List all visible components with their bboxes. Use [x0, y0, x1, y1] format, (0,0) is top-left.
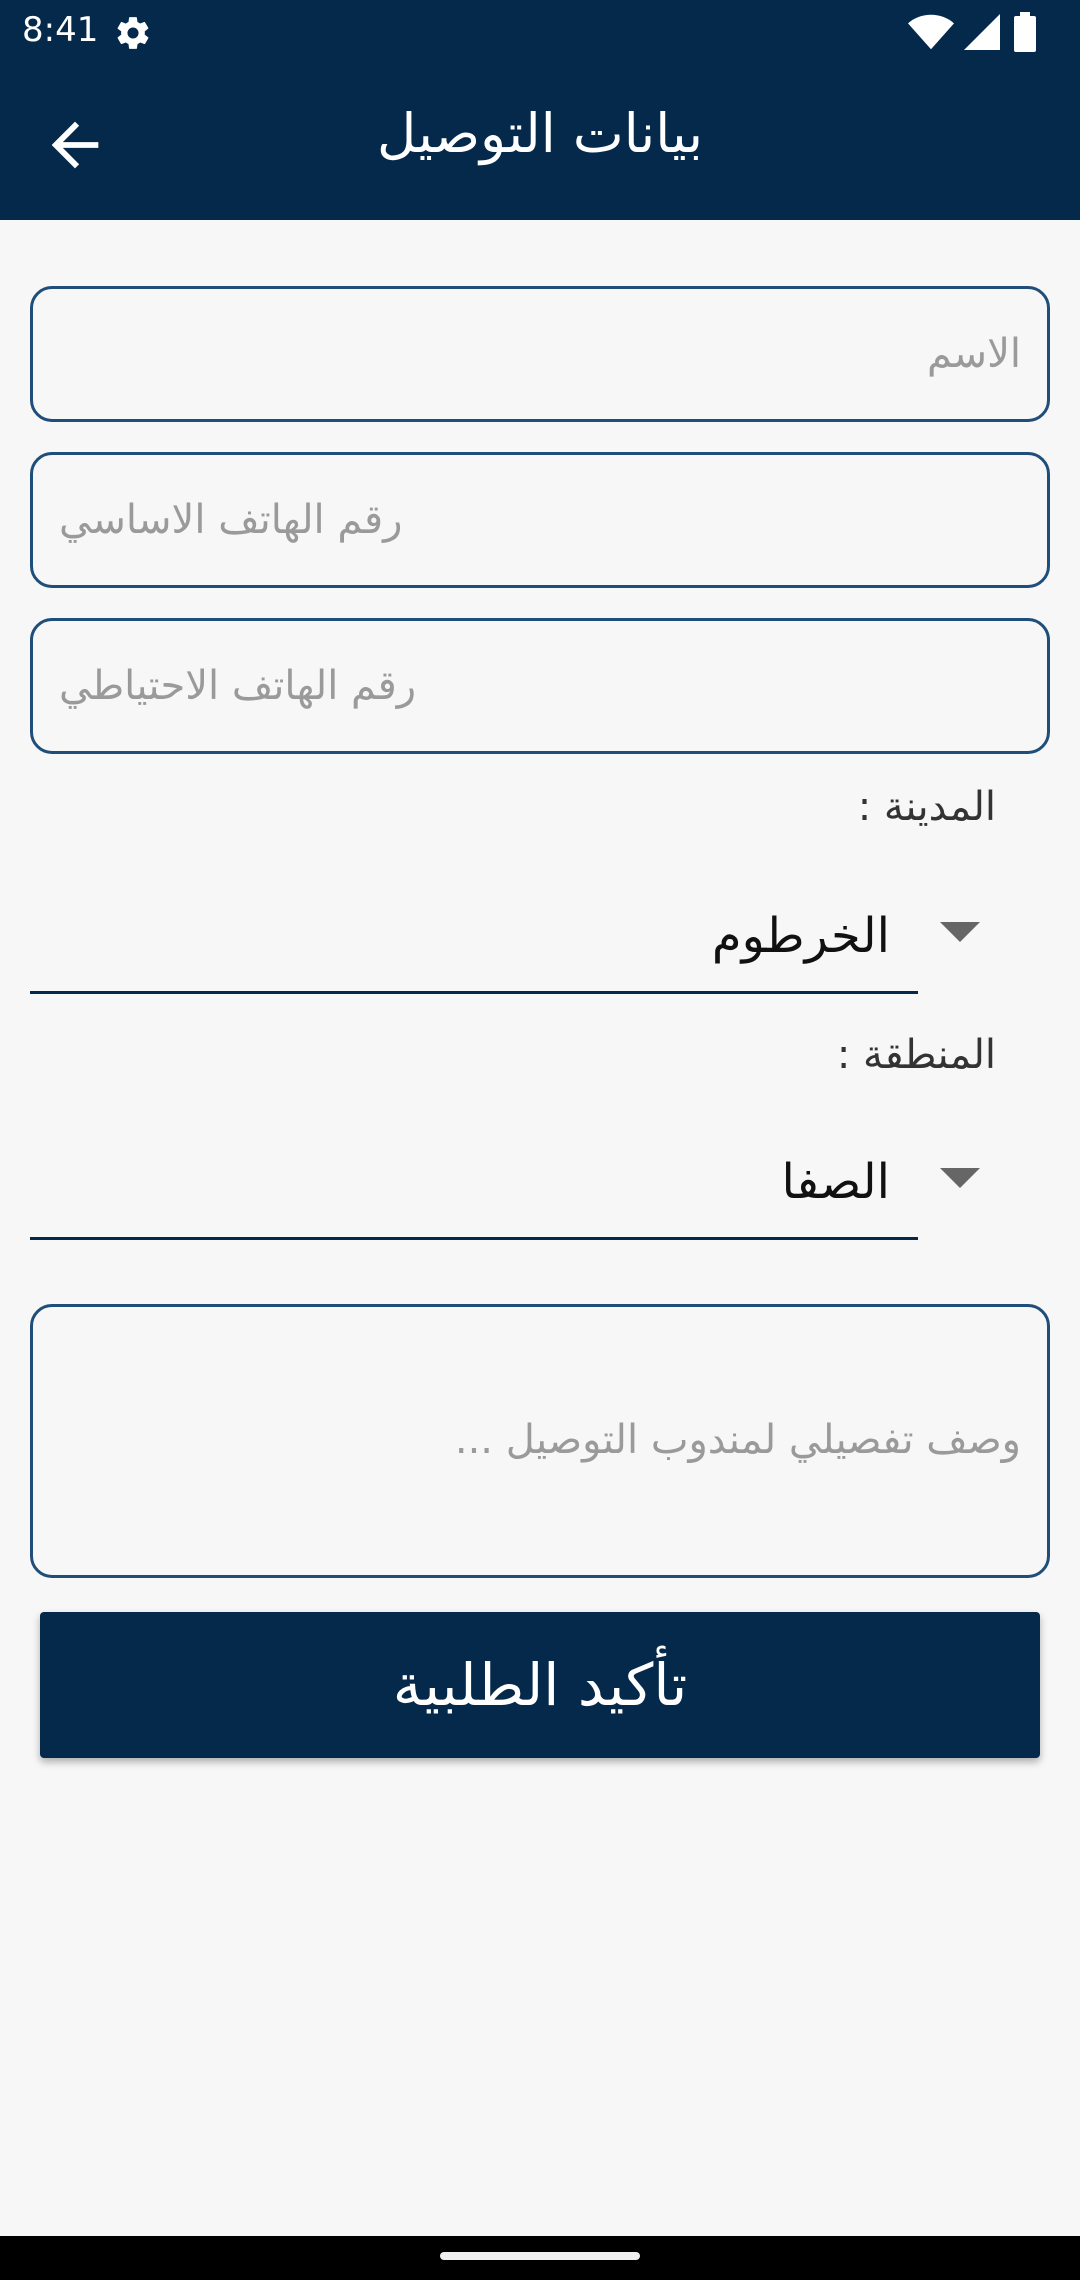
name-field[interactable]	[33, 289, 1047, 419]
backup-phone-field[interactable]	[33, 621, 1047, 751]
status-bar	[0, 0, 1080, 66]
gear-icon	[114, 14, 152, 52]
wifi-icon	[908, 12, 954, 52]
area-dropdown[interactable]	[30, 1144, 918, 1240]
city-label: المدينة :	[857, 784, 996, 830]
city-dropdown[interactable]	[30, 898, 918, 994]
primary-phone-field-container	[30, 452, 1050, 588]
description-field-container	[30, 1304, 1050, 1578]
confirm-order-button[interactable]: تأكيد الطلبية	[40, 1612, 1040, 1758]
app-bar	[0, 66, 1080, 220]
name-field-container	[30, 286, 1050, 422]
battery-icon	[1014, 12, 1036, 52]
home-indicator[interactable]	[440, 2252, 640, 2260]
status-time: 8:41	[22, 10, 99, 50]
primary-phone-field[interactable]	[33, 455, 1047, 585]
page-title: بيانات التوصيل	[377, 102, 703, 165]
navigation-bar	[0, 2236, 1080, 2280]
cell-signal-icon	[964, 14, 1000, 50]
area-value: الصفا	[781, 1154, 890, 1210]
chevron-down-icon[interactable]	[940, 1168, 980, 1190]
chevron-down-icon[interactable]	[940, 922, 980, 944]
city-value: الخرطوم	[711, 908, 890, 964]
area-label: المنطقة :	[836, 1032, 996, 1078]
description-field[interactable]	[33, 1307, 1047, 1575]
backup-phone-field-container	[30, 618, 1050, 754]
